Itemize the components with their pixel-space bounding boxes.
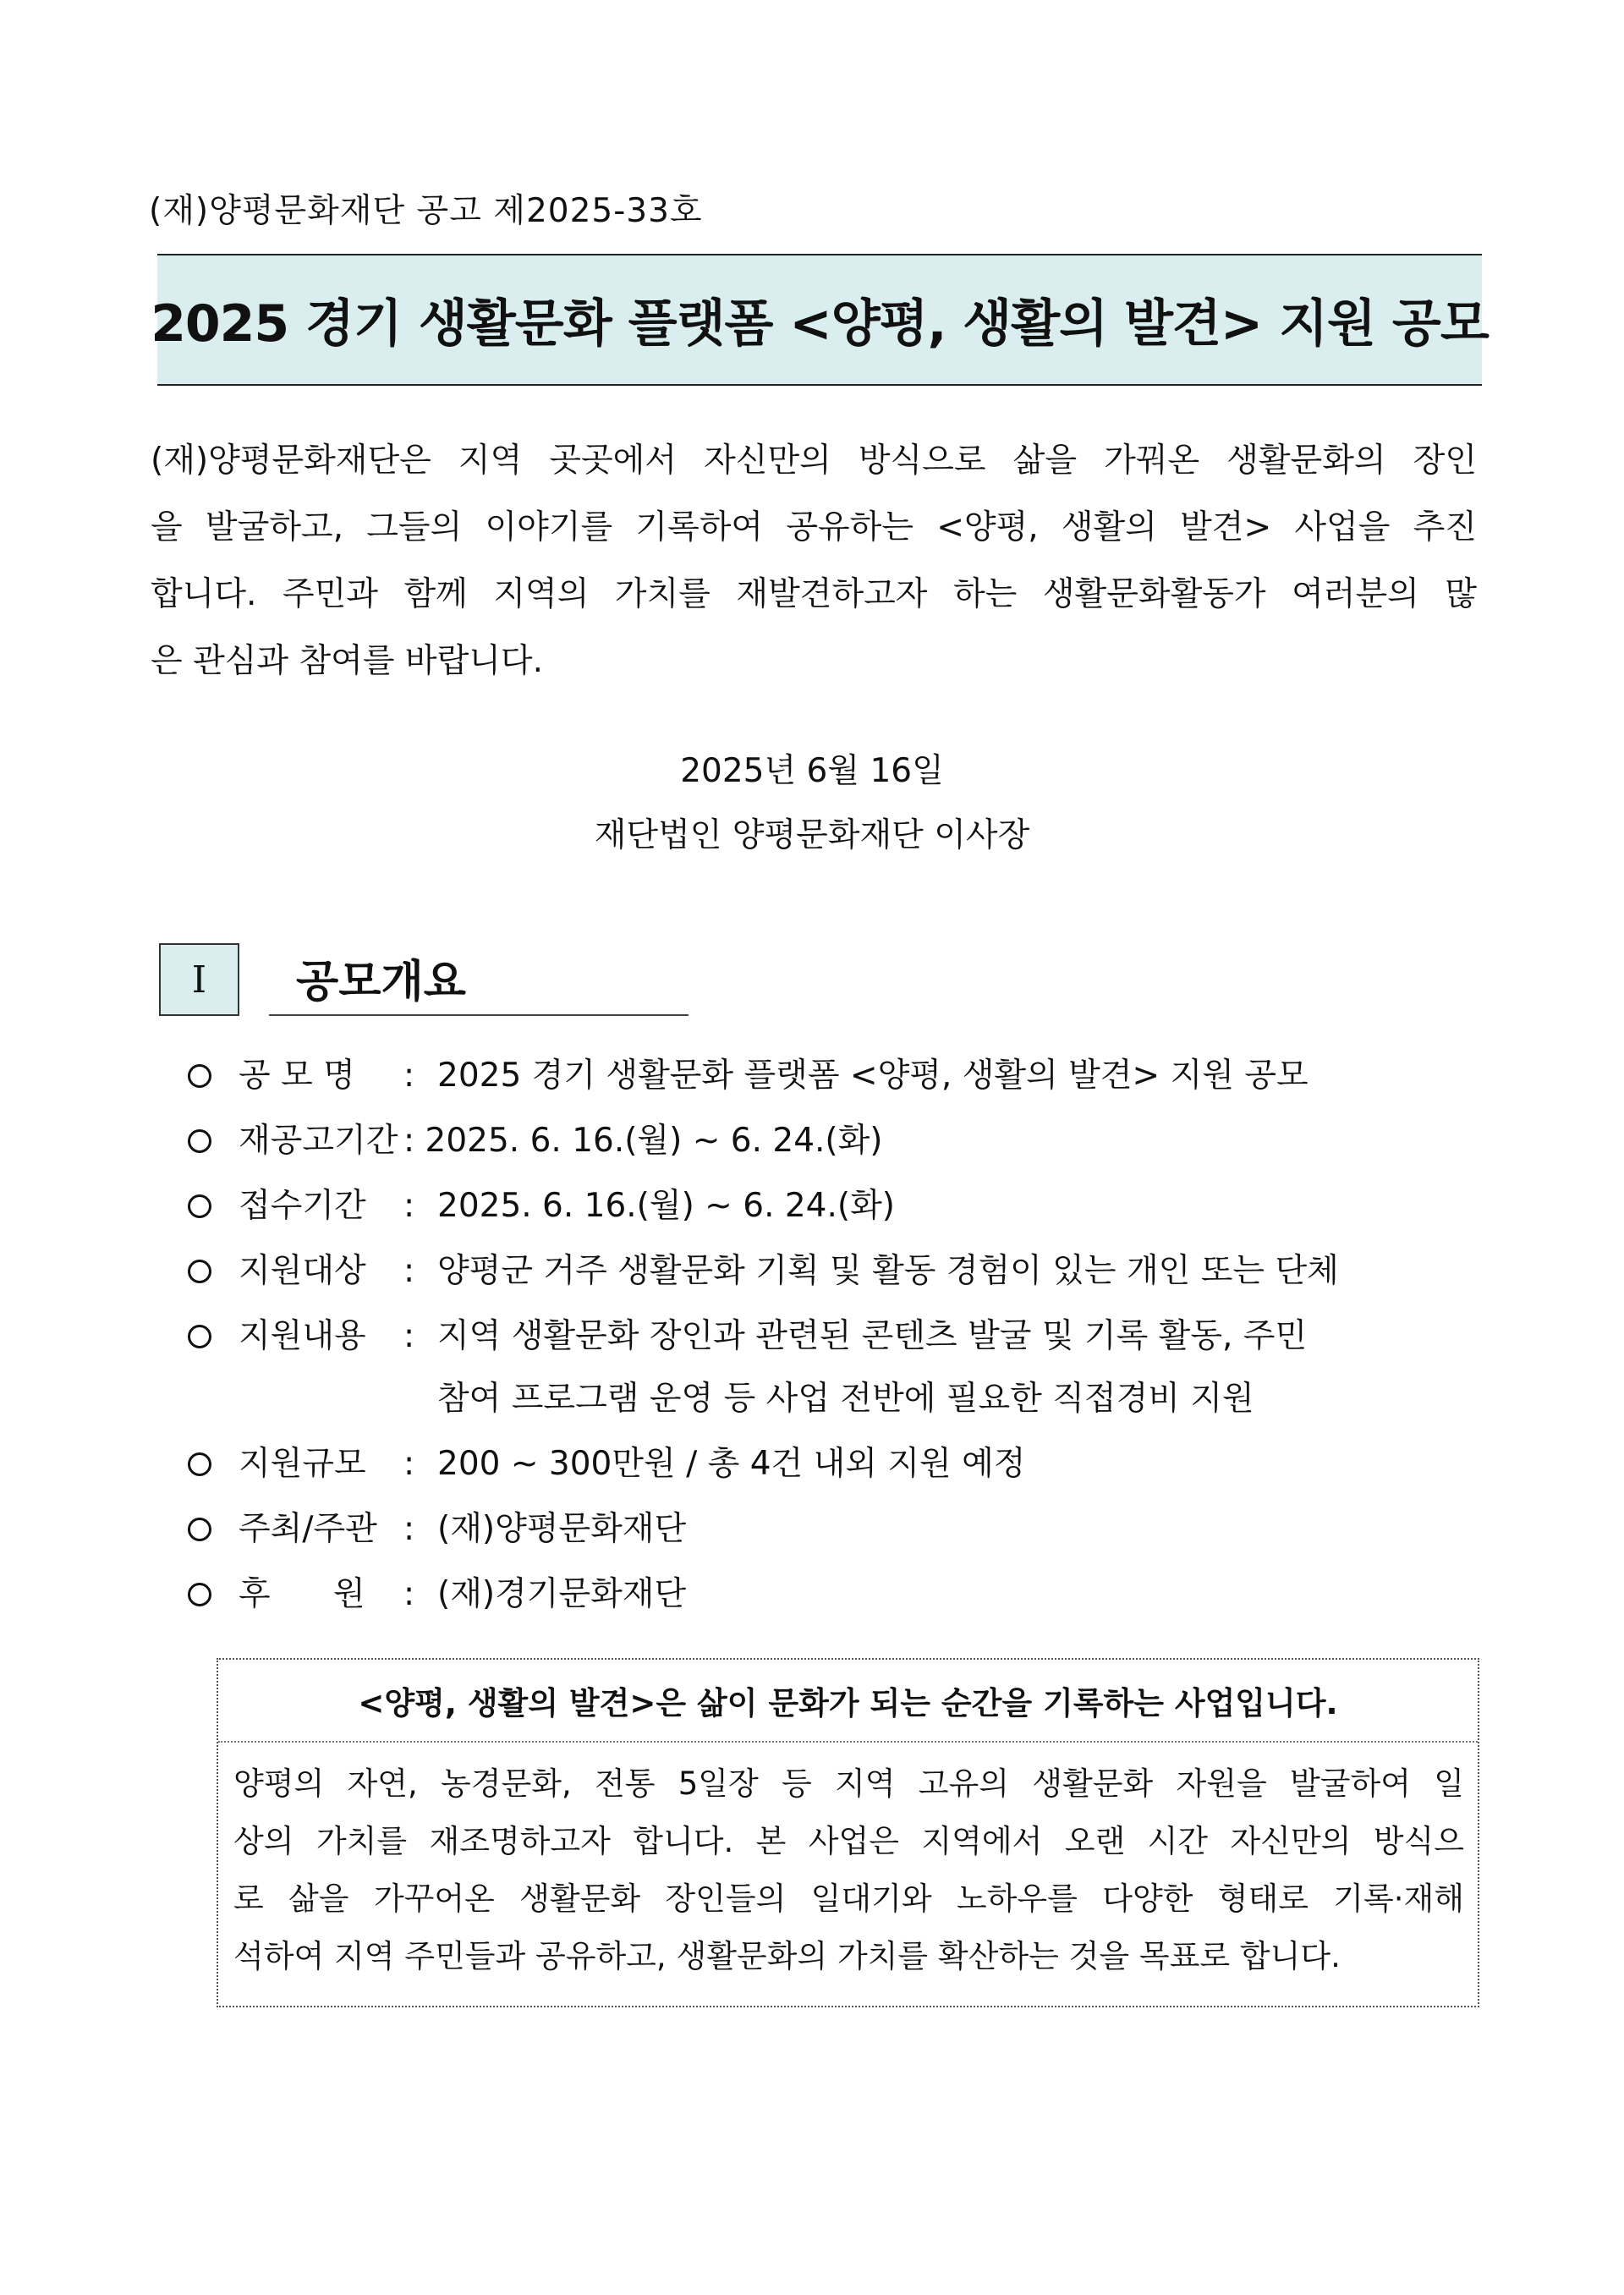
overview-label: 지원규모 bbox=[239, 1445, 366, 1483]
overview-label: 지원내용 bbox=[239, 1317, 366, 1355]
colon-separator: : bbox=[403, 1317, 415, 1355]
intro-line: (재)양평문화재단은 지역 곳곳에서 자신만의 방식으로 삶을 가꿔온 생활문화의 장인 bbox=[151, 442, 1477, 480]
overview-value: 2025 경기 생활문화 플랫폼 <양평, 생활의 발견> 지원 공모 bbox=[437, 1057, 1309, 1095]
info-box bbox=[217, 1658, 1479, 2007]
info-box-line: 양평의 자연, 농경문화, 전통 5일장 등 지역 고유의 생활문화 자원을 발굴하여 일 bbox=[233, 1765, 1464, 1802]
intro-line: 합니다. 주민과 함께 지역의 가치를 재발견하고자 하는 생활문화활동가 여러분의 많 bbox=[151, 575, 1477, 613]
colon-separator: : bbox=[403, 1575, 415, 1613]
circle-bullet-icon bbox=[188, 1452, 211, 1476]
section-underline bbox=[269, 1014, 689, 1016]
info-box-line: 석하여 지역 주민들과 공유하고, 생활문화의 가치를 확산하는 것을 목표로 합니다. bbox=[233, 1938, 1341, 1974]
overview-label: 지원대상 bbox=[239, 1252, 366, 1290]
section-number: Ⅰ bbox=[159, 943, 239, 1016]
colon-separator: : bbox=[403, 1057, 415, 1095]
colon-separator: : bbox=[403, 1187, 415, 1225]
intro-line: 은 관심과 참여를 바랍니다. bbox=[151, 642, 544, 680]
overview-label: 재공고기간 bbox=[239, 1122, 398, 1160]
section-title: 공모개요 bbox=[296, 957, 466, 1007]
intro-paragraph bbox=[151, 427, 1477, 695]
circle-bullet-icon bbox=[188, 1583, 211, 1606]
circle-bullet-icon bbox=[188, 1325, 211, 1348]
overview-value: 2025. 6. 16.(월) ~ 6. 24.(화) bbox=[437, 1187, 895, 1225]
info-box-line: 상의 가치를 재조명하고자 합니다. 본 사업은 지역에서 오랜 시간 자신만의 방식으 bbox=[233, 1823, 1464, 1859]
info-box-heading: <양평, 생활의 발견>은 삶이 문화가 되는 순간을 기록하는 사업입니다. bbox=[218, 1660, 1478, 1743]
overview-label: 공 모 명 bbox=[239, 1057, 355, 1095]
notice-number: (재)양평문화재단 공고 제2025-33호 bbox=[149, 192, 703, 230]
overview-value: (재)양평문화재단 bbox=[437, 1510, 687, 1548]
circle-bullet-icon bbox=[188, 1129, 211, 1153]
colon-separator: : bbox=[403, 1252, 415, 1290]
issuer: 재단법인 양평문화재단 이사장 bbox=[594, 816, 1030, 854]
colon-separator: : bbox=[403, 1445, 415, 1483]
info-box-body bbox=[233, 1755, 1464, 1985]
info-box-line: 로 삶을 가꾸어온 생활문화 장인들의 일대기와 노하우를 다양한 형태로 기록·재해 bbox=[233, 1880, 1464, 1917]
overview-label: 후 원 bbox=[239, 1575, 365, 1613]
overview-value-continuation: 참여 프로그램 운영 등 사업 전반에 필요한 직접경비 지원 bbox=[437, 1380, 1254, 1418]
circle-bullet-icon bbox=[188, 1194, 211, 1218]
colon-separator: : bbox=[403, 1510, 415, 1548]
circle-bullet-icon bbox=[188, 1064, 211, 1088]
document-title: 2025 경기 생활문화 플랫폼 <양평, 생활의 발견> 지원 공모 bbox=[151, 294, 1489, 354]
overview-value: (재)경기문화재단 bbox=[437, 1575, 687, 1613]
overview-value: 200 ~ 300만원 / 총 4건 내외 지원 예정 bbox=[437, 1445, 1026, 1483]
circle-bullet-icon bbox=[188, 1518, 211, 1541]
overview-value: 양평군 거주 생활문화 기획 및 활동 경험이 있는 개인 또는 단체 bbox=[437, 1252, 1339, 1290]
intro-line: 을 발굴하고, 그들의 이야기를 기록하여 공유하는 <양평, 생활의 발견> 사업을 추진 bbox=[151, 508, 1477, 546]
overview-value: : 2025. 6. 16.(월) ~ 6. 24.(화) bbox=[403, 1122, 883, 1160]
title-box bbox=[151, 254, 1489, 386]
overview-value: 지역 생활문화 장인과 관련된 콘텐츠 발굴 및 기록 활동, 주민 bbox=[437, 1317, 1308, 1355]
overview-label: 접수기간 bbox=[239, 1187, 366, 1225]
overview-label: 주최/주관 bbox=[239, 1510, 377, 1548]
notice-date: 2025년 6월 16일 bbox=[680, 752, 944, 790]
circle-bullet-icon bbox=[188, 1260, 211, 1283]
